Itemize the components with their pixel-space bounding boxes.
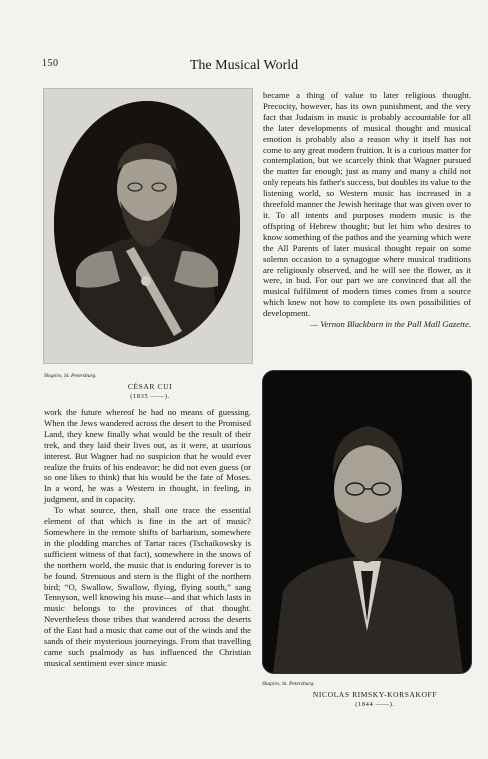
left-paragraph-1: work the future whereof he had no means of guessing. When the Jews wandered across the desert to the Promised Land, they knew finally what would be the result of their trek, and they laid their lives out, as it were, at usurious interest. But Wagner had no suspicion that he would ever realize the fruits of his endeavor; he did not even guess (or so one likes to think) that his would be the fate of Moses. In a word, he was a Western in thought, in feeling, in judgment, and in capacity. [44, 407, 251, 505]
figure-caption-rimsky [280, 690, 470, 708]
caption-year: (1844 ——). [355, 701, 395, 708]
photo-credit: Shapiro, St. Petersburg. [44, 373, 97, 379]
attribution [263, 319, 471, 330]
left-column-text [44, 407, 251, 669]
caption-year: (1835 ——). [130, 393, 170, 400]
photo-credit: Shapiro, St. Petersburg. [262, 681, 315, 687]
figure-caption-cui [100, 382, 200, 400]
attribution-signature: — Vernon Blackburn in the Pall Mall Gazette. [310, 319, 471, 330]
caption-name: CÉSAR CUI [127, 382, 173, 391]
caption-name: NICOLAS RIMSKY-KORSAKOFF [312, 690, 438, 699]
portrait-rimsky-korsakoff [262, 370, 472, 674]
page-number: 150 [42, 58, 59, 69]
right-column-paragraph: became a thing of value to later religious thought. Precocity, however, has its own punishment, and the very fact that Judaism in music is probably accountable for all the later developments of musical thought and musical emotion is probably also a reason why it itself has not come to any great modern fruition. It is a curious matter for contemplation, but we scarcely think that Wagner pursued the matter far enough; just as many and many a child not only repeats his father's success, but doubles its value to the listening world, so Western music has increased in a threefold manner the Jewish heritage that was given over to it. To all intents and purposes modern music is the offspring of Hebrew thought; but let him who desires to know something of the pathos and the yearning which were the All Parents of later musical thought repair on some solemn occasion to a synagogue where musical traditions are religiously observed, and he will see the flower, as it were, in bud. For our part we are convinced that all the musical fulfilment of modern times comes from a source which knew not how to complete its own possibilities of development. [263, 90, 471, 319]
portrait-cesar-cui [43, 88, 253, 364]
portrait-figure [54, 101, 240, 347]
right-column-text [263, 90, 471, 330]
portrait-figure [263, 371, 471, 673]
left-paragraph-2: To what source, then, shall one trace the essential element of that which is fine in the art of music? Somewhere in the remote shifts of barbarism, somewhere in the plodding marches of Tartar races (Tschaikowsky is sufficient witness of that fact), somewhere in the snows of the northern world, the music that is enduring forever is to be found. Strenuous and stern is the flight of the northern bird; “O, Swallow, Swallow, flying, flying south,” sang Tennyson, well knowing his muse—and that which lasts in music belongs to the provinces of that thought. Nevertheless those tribes that wandered across the deserts of the East had a music that came out of the winds and the sands of their mysterious journeyings. From that travelling came such psalmody as has influenced the Christian musical sentiment ever since music [44, 505, 251, 668]
oval-vignette [54, 101, 240, 347]
running-header: The Musical World [189, 58, 299, 73]
